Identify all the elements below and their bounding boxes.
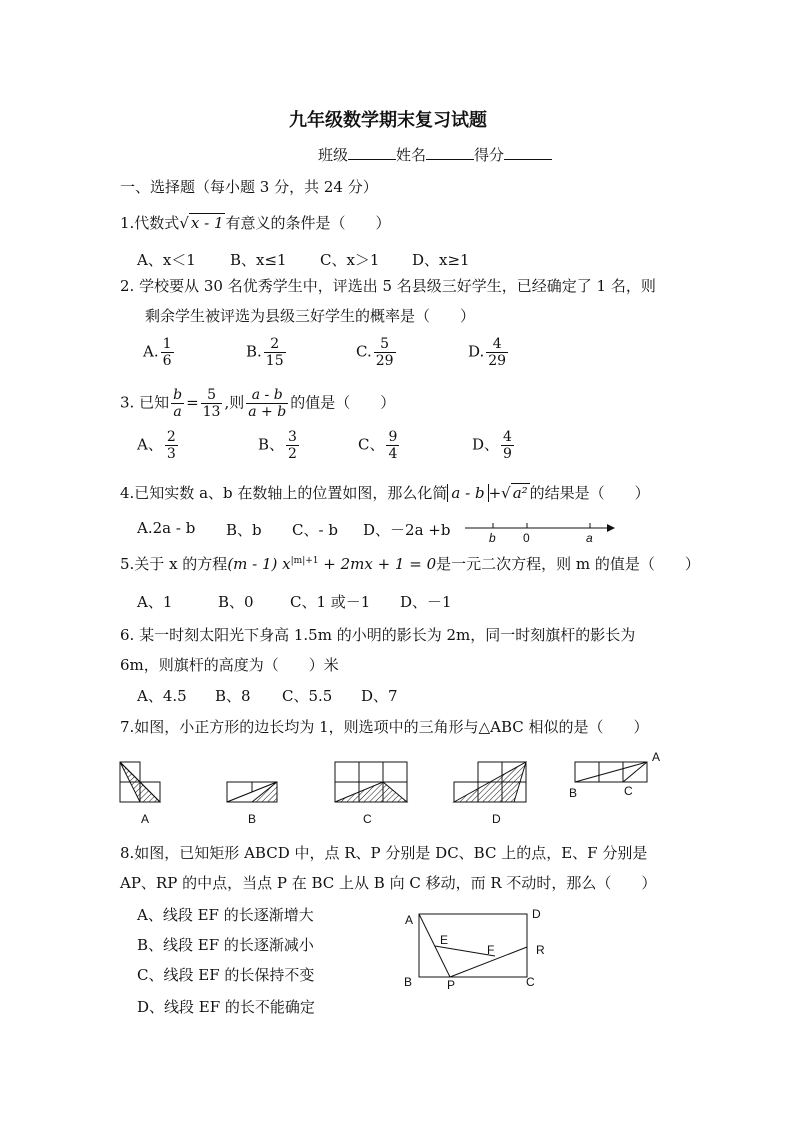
denominator: 29 <box>488 353 507 370</box>
q1-pre: 1.代数式 <box>120 214 180 232</box>
q1-option-d[interactable]: D、x≥1 <box>412 251 470 269</box>
plus-sign: + <box>488 484 502 502</box>
q4-option-c[interactable]: C、- b <box>292 521 338 539</box>
denominator: a <box>173 404 182 421</box>
figure-b[interactable] <box>227 782 277 802</box>
q5-option-d[interactable]: D、－1 <box>400 593 452 611</box>
figure-c-label: C <box>363 812 372 826</box>
q5-option-a[interactable]: A、1 <box>137 593 173 611</box>
q5-post: 是一元二次方程，则 m 的值是（ ） <box>436 555 700 573</box>
q6-option-a[interactable]: A、4.5 <box>137 687 187 705</box>
q5-expression: (m - 1) x <box>227 555 291 573</box>
q4-option-d[interactable]: D、－2a +b <box>363 521 451 539</box>
abc-label-c: C <box>624 784 633 798</box>
denominator: 13 <box>202 404 221 421</box>
numerator: a - b <box>246 387 288 404</box>
point-b-label: B <box>404 975 413 989</box>
q5-exponent: |m|+1 <box>290 556 319 566</box>
label-a: a <box>586 531 593 545</box>
numerator: 3 <box>288 429 297 445</box>
option-letter: B. <box>246 342 262 361</box>
equals-sign: = <box>186 393 199 412</box>
option-letter: C、 <box>358 435 385 454</box>
option-letter: D. <box>468 342 485 361</box>
name-label: 姓名 <box>396 146 427 164</box>
q6-option-d[interactable]: D、7 <box>361 687 398 705</box>
option-letter: D、 <box>472 435 500 454</box>
triangle-abc-figure <box>575 762 647 782</box>
absolute-value: a - b <box>447 484 488 502</box>
q1-option-a[interactable]: A、x＜1 <box>137 251 196 269</box>
numerator: 4 <box>503 429 512 445</box>
denominator: 6 <box>162 353 172 370</box>
denominator: 29 <box>375 353 394 370</box>
numerator: 4 <box>486 336 508 353</box>
q8-option-c[interactable]: C、线段 EF 的长保持不变 <box>137 966 315 984</box>
question-7-stem: 7.如图，小正方形的边长均为 1，则选项中的三角形与△ABC 相似的是（ ） <box>120 718 649 736</box>
q4-option-a[interactable]: A.2a - b <box>137 519 196 537</box>
option-letter: B、 <box>258 435 285 454</box>
denominator: a + b <box>248 404 287 421</box>
numerator: 5 <box>374 336 396 353</box>
q4-pre: 4.已知实数 a、b 在数轴上的位置如图，那么化简 <box>120 484 448 502</box>
denominator: 9 <box>503 446 512 463</box>
q6-option-b[interactable]: B、8 <box>215 687 251 705</box>
numerator: 1 <box>162 336 172 352</box>
q4-radicand: a² <box>512 484 528 502</box>
q4-post: 的结果是（ ） <box>529 484 650 502</box>
denominator: 2 <box>288 446 297 463</box>
q5-expression-rest: + 2mx + 1 = 0 <box>318 555 437 573</box>
denominator: 3 <box>166 446 176 463</box>
q5-pre: 5.关于 x 的方程 <box>120 555 228 573</box>
abc-label-a: A <box>652 750 661 764</box>
figure-c[interactable] <box>335 762 407 802</box>
figure-d[interactable] <box>454 762 526 802</box>
q3-mid: ,则 <box>224 393 245 412</box>
q1-option-b[interactable]: B、x≤1 <box>230 251 287 269</box>
option-letter: C. <box>356 342 372 361</box>
question-6-line-2: 6m，则旗杆的高度为（ ）米 <box>120 656 339 674</box>
q8-option-d[interactable]: D、线段 EF 的长不能确定 <box>137 998 315 1016</box>
figure-d-label: D <box>492 812 501 826</box>
abc-label-b: B <box>569 786 578 800</box>
q8-option-b[interactable]: B、线段 EF 的长逐渐减小 <box>137 936 314 954</box>
point-a-label: A <box>405 913 414 927</box>
point-c-label: C <box>526 975 535 989</box>
figure-b-label: B <box>248 812 257 826</box>
rectangle-abcd-figure <box>419 914 527 977</box>
numerator: 9 <box>388 429 398 445</box>
page-title: 九年级数学期末复习试题 <box>289 110 487 131</box>
point-p-label: P <box>447 978 456 992</box>
q5-option-c[interactable]: C、1 或－1 <box>290 593 371 611</box>
radical-sign: √ <box>179 214 189 232</box>
q1-post: 有意义的条件是（ ） <box>225 214 391 232</box>
q6-option-c[interactable]: C、5.5 <box>282 687 333 705</box>
radical-sign: √ <box>501 484 511 502</box>
score-label: 得分 <box>474 146 505 164</box>
numerator: 5 <box>201 387 223 404</box>
q1-option-c[interactable]: C、x＞1 <box>320 251 380 269</box>
q3-pre: 3. 已知 <box>120 393 170 412</box>
denominator: 4 <box>388 446 398 463</box>
point-e-label: E <box>440 933 449 947</box>
denominator: 15 <box>265 353 284 370</box>
q4-option-b[interactable]: B、b <box>226 521 262 539</box>
label-zero: 0 <box>523 531 530 545</box>
question-6-line-1: 6. 某一时刻太阳光下身高 1.5m 的小明的影长为 2m，同一时刻旗杆的影长为 <box>120 626 636 644</box>
numerator: b <box>173 387 183 403</box>
figure-a-label: A <box>141 812 150 826</box>
numerator: 2 <box>166 429 176 445</box>
point-d-label: D <box>532 907 541 921</box>
q3-post: 的值是（ ） <box>290 393 396 412</box>
q8-option-a[interactable]: A、线段 EF 的长逐渐增大 <box>137 906 314 924</box>
question-8-line-2: AP、RP 的中点，当点 P 在 BC 上从 B 向 C 移动，而 R 不动时，那么（ ） <box>120 874 657 892</box>
option-letter: A. <box>143 342 159 361</box>
point-r-label: R <box>536 943 545 957</box>
class-label: 班级 <box>318 146 349 164</box>
point-f-label: F <box>487 943 495 957</box>
question-2-line-1: 2. 学校要从 30 名优秀学生中，评选出 5 名县级三好学生，已经确定了 1 名，则 <box>120 277 656 295</box>
option-letter: A、 <box>137 435 163 454</box>
numerator: 2 <box>264 336 286 353</box>
section-heading: 一、选择题（每小题 3 分，共 24 分） <box>120 178 378 196</box>
figure-a[interactable] <box>120 762 160 802</box>
question-2-line-2: 剩余学生被评选为县级三好学生的概率是（ ） <box>145 307 476 325</box>
label-b: b <box>489 531 496 545</box>
q5-option-b[interactable]: B、0 <box>218 593 254 611</box>
q1-radicand: x - 1 <box>190 214 224 232</box>
question-8-line-1: 8.如图，已知矩形 ABCD 中，点 R、P 分别是 DC、BC 上的点，E、F 分别是 <box>120 844 648 862</box>
